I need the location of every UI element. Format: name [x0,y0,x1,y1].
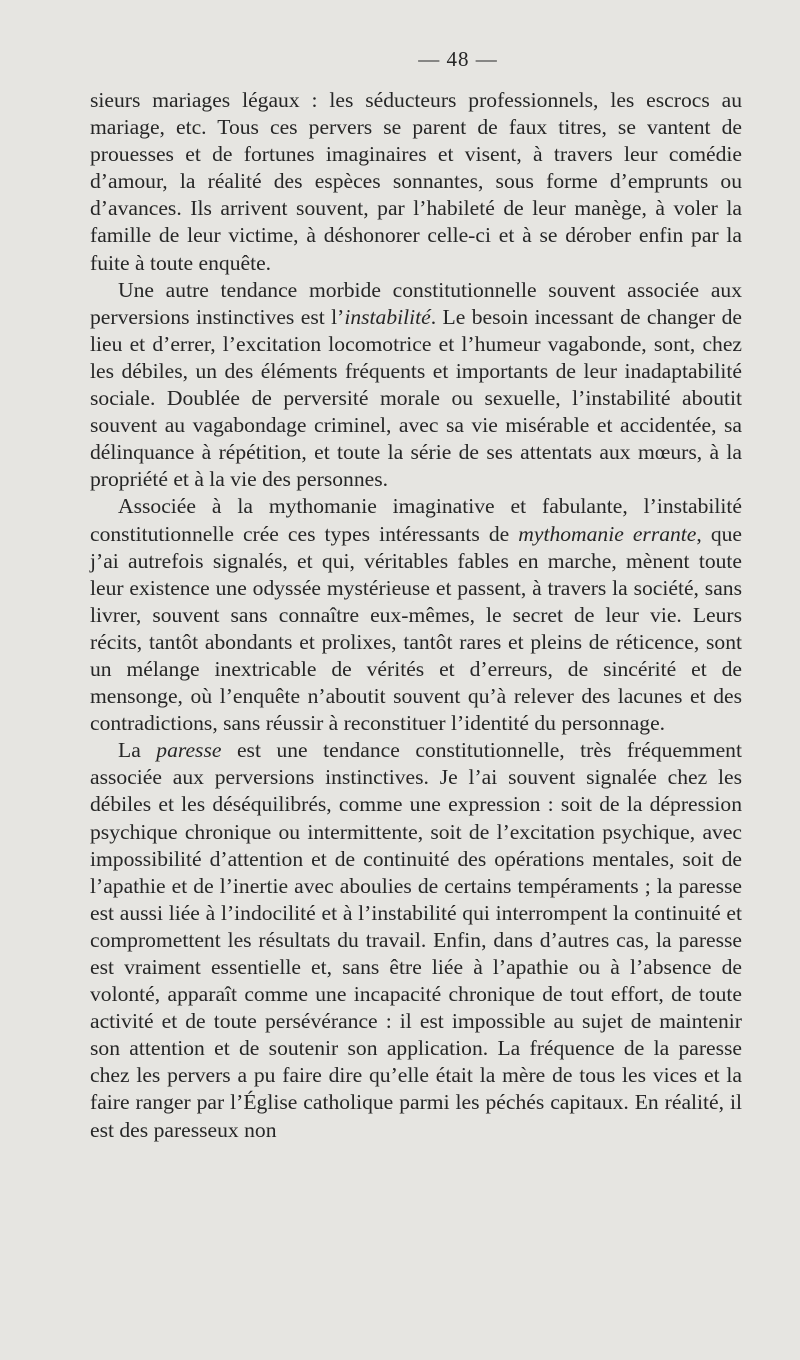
text-run: sieurs mariages légaux : les séducteurs professionnels, les escrocs au mariage, etc. Tous ces pervers se parent de faux titres, se vantent de prouesses et de fortunes imaginaires et visent, à travers leur comédie d’amour, la réalité des espèces sonnantes, sous forme d’emprunts ou d’avances. Ils arrivent souvent, par l’habileté de leur manège, à voler la famille de leur victime, à déshonorer celle-ci et à se dérober enfin par la fuite à toute enquête. [90,88,742,275]
text-run: . Le besoin incessant de changer de lieu et d’errer, l’excitation locomotrice et l’humeur vagabonde, sont, chez les débiles, un des éléments fréquents et importants de leur inadaptabilité sociale. Doublée de perversité morale ou sexuelle, l’instabilité aboutit souvent au vagabondage criminel, avec sa vie misérable et accidentée, sa délinquance à répétition, et toute la série de ses attentats aux mœurs, à la propriété et à la vie des personnes. [90,304,742,492]
paragraph [90,493,742,737]
italic-term: instabilité [344,304,431,329]
italic-term: paresse [156,738,222,763]
body-text [90,87,742,1144]
text-run: , que j’ai autrefois signalés, et qui, véritables fables en marche, mènent toute leur existence une odyssée mystérieuse et passent, à travers la société, sans livrer, souvent sans connaître eux-mêmes, le secret de leur vie. Leurs récits, tantôt abondants et prolixes, tantôt rares et pleins de réticence, sont un mélange inextricable de vérités et d’erreurs, de sincérité et de mensonge, où l’enquête n’aboutit souvent qu’à relever des lacunes et des contradictions, sans réussir à reconstituer l’identité du personnage. [90,521,742,736]
text-run: Associée à la mythomanie imaginative et fabulante, l’instabilité constitutionnelle crée ces types intéressants de [90,494,742,546]
paragraph [90,737,742,1143]
text-run: Une autre tendance morbide constitutionnelle souvent associée aux perversions instinctives est l’ [90,277,742,329]
text-run: La [118,738,157,763]
page-number: — 48 — [418,47,498,71]
paragraph [90,87,742,277]
paragraph [90,277,742,494]
italic-term: mythomanie errante [518,521,697,546]
text-run: est une tendance constitutionnelle, très fréquemment associée aux perversions instinctives. Je l’ai souvent signalée chez les débiles et les déséquilibrés, comme une expression : soit de la dépression psychique chronique ou intermittente, soit de l’excitation psychique, avec impossibilité d’attention et de continuité des opérations mentales, soit de l’apathie et de l’inertie avec aboulies de certains tempéraments ; la paresse est aussi liée à l’indocilité et à l’instabilité qui interrompent la continuité et compromettent les résultats du travail. Enfin, dans d’autres cas, la paresse est vraiment essentielle et, sans être liée à l’apathie ou à l’absence de volonté, apparaît comme une incapacité chronique de tout effort, de toute activité et de toute persévérance : il est impossible au sujet de maintenir son attention et de soutenir son application. La fréquence de la paresse chez les pervers a pu faire dire qu’elle était la mère de tous les vices et la faire ranger par l’Église catholique parmi les péchés capitaux. En réalité, il est des paresseux non [90,738,742,1142]
